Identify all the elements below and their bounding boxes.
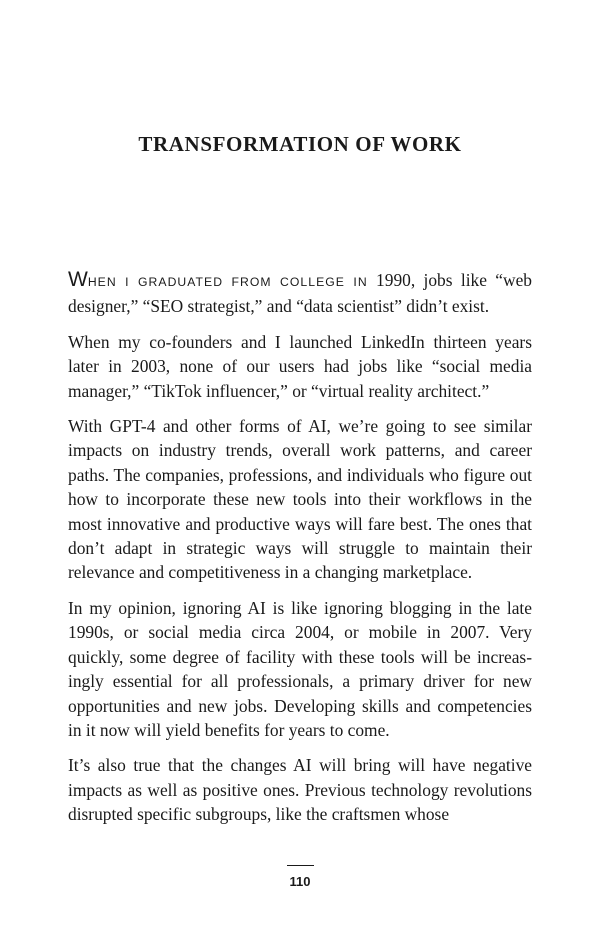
- opening-rest: 1990, jobs like “web designer,” “SEO strategist,” and “data scientist” didn’t exist.: [68, 270, 532, 317]
- page-number: 110: [289, 874, 311, 889]
- opening-paragraph: [68, 268, 532, 319]
- drop-cap: W: [68, 268, 88, 291]
- opening-small-caps: HEN I GRADUATED FROM COLLEGE IN: [87, 275, 368, 289]
- body-text: [68, 268, 532, 838]
- paragraph-3: With GPT-4 and other forms of AI, we’re going to see similar impacts on industry trends, overall work patterns, and career paths. The companies, professions, and individuals who figure out how to incorporate these new tools into their workflows in the most innovative and productive ways will fare best. The ones that don’t adapt in strategic ways will struggle to maintain their relevance and competitiveness in a changing marketplace.: [68, 416, 532, 583]
- paragraph-4: In my opinion, ignoring AI is like ignoring blogging in the late 1990s, or social media circa 2004, or mobile in 2007. Very quickly, some degree of facility with these tools will be increasingly essential for all professionals, a primary driver for new opportunities and new jobs. Developing skills and competencies in it now will yield benefits for years to come.: [68, 597, 532, 740]
- paragraph-2: When my co-founders and I launched LinkedIn thirteen years later in 2003, none of our users had jobs like “social media manager,” “TikTok influencer,” or “virtual reality architect.”: [68, 331, 532, 401]
- chapter-title: TRANSFORMATION OF WORK: [138, 132, 462, 156]
- footer-rule: [287, 865, 314, 866]
- paragraph-5: It’s also true that the changes AI will bring will have negative impacts as well as positive ones. Previous technology revolutions disrupted specific subgroups, like the craftsmen whose: [68, 755, 532, 825]
